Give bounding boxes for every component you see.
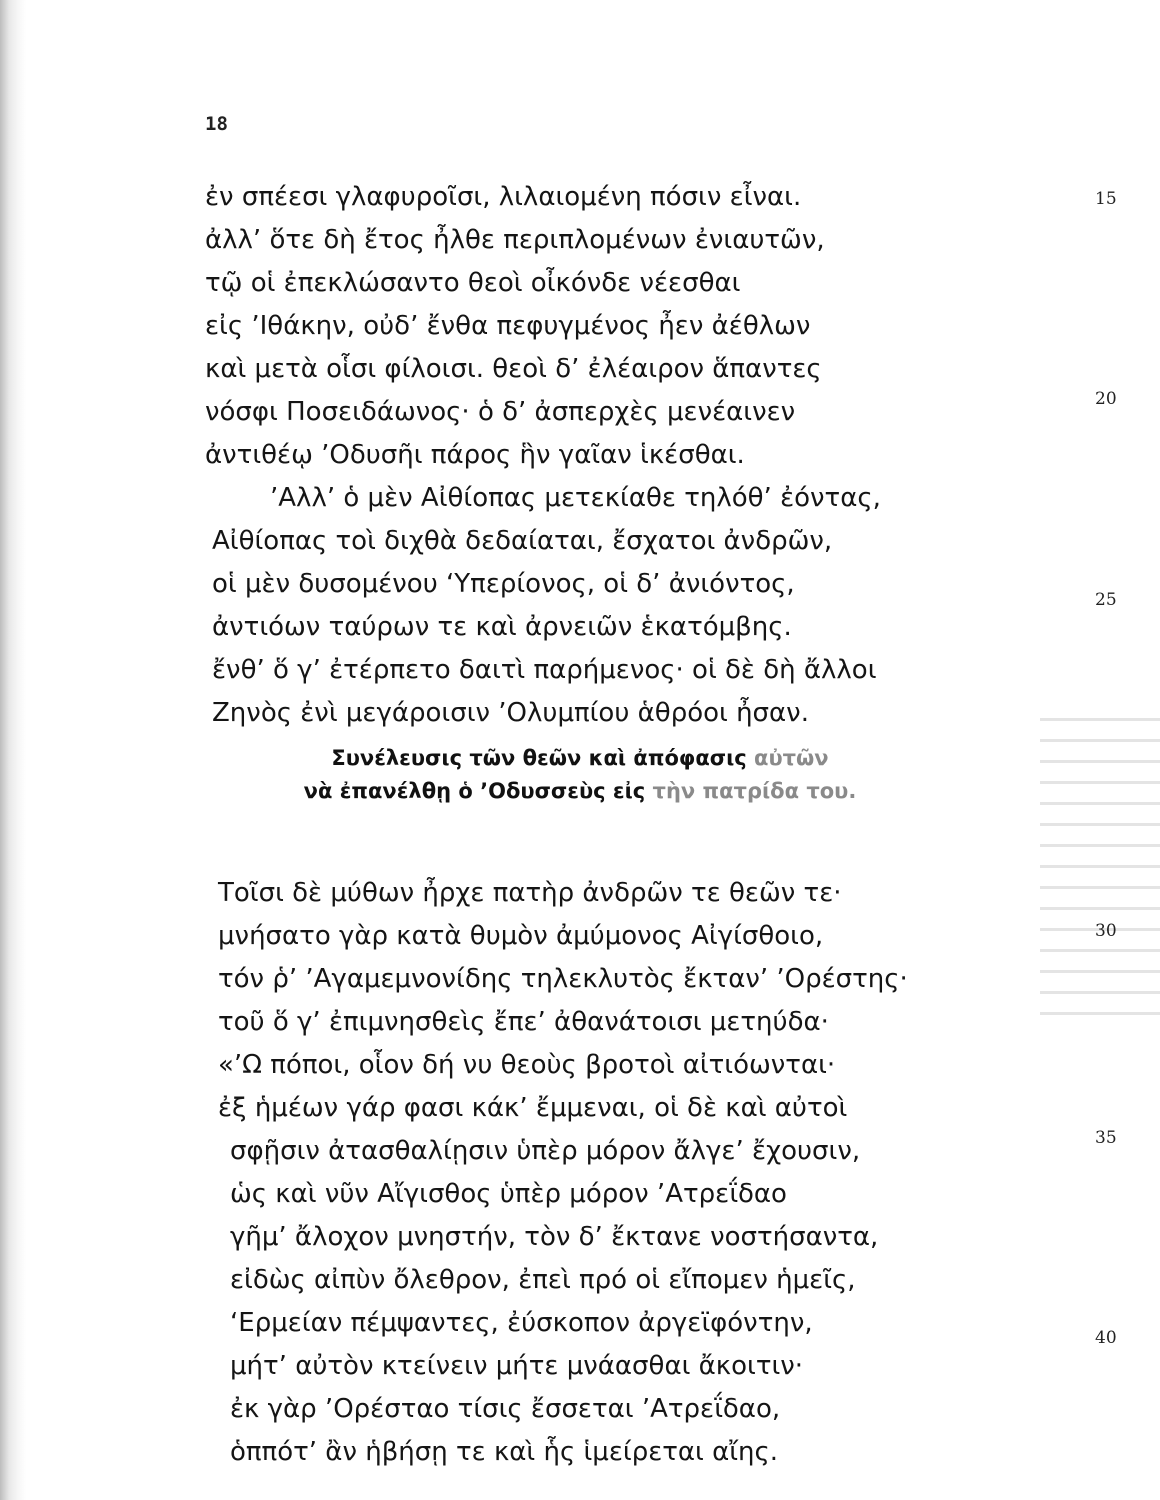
verse-line: καὶ μετὰ οἷσι φίλοισι. θεοὶ δ’ ἐλέαιρον ἅπαντες bbox=[205, 354, 822, 384]
verse-line: οἱ μὲν δυσομένου ‘Υπερίονος, οἱ δ’ ἀνιόντος, bbox=[212, 569, 795, 599]
line-number: 35 bbox=[1095, 1128, 1117, 1148]
line-number: 25 bbox=[1095, 590, 1117, 610]
page-number: 18 bbox=[205, 113, 228, 135]
line-number: 30 bbox=[1095, 921, 1117, 941]
verse-line: μήτ’ αὐτὸν κτείνειν μήτε μνάασθαι ἄκοιτιν· bbox=[230, 1351, 804, 1381]
verse-line: τῷ οἱ ἐπεκλώσαντο θεοὶ οἶκόνδε νέεσθαι bbox=[205, 268, 741, 298]
heading-text: νὰ ἐπανέλθῃ ὁ ’Οδυσσεὺς εἰς bbox=[303, 779, 653, 803]
verse-line: ἀντιόων ταύρων τε καὶ ἀρνειῶν ἑκατόμβης. bbox=[212, 612, 792, 642]
verse-line: μνήσατο γὰρ κατὰ θυμὸν ἀμύμονος Αἰγίσθοιο, bbox=[218, 921, 824, 951]
verse-line: ὡς καὶ νῦν Αἴγισθος ὑπὲρ μόρον ’Ατρεΐδαο bbox=[230, 1179, 787, 1209]
verse-line: ἔνθ’ ὅ γ’ ἐτέρπετο δαιτὶ παρήμενος· οἱ δὲ δὴ ἄλλοι bbox=[212, 655, 877, 685]
verse-line: γῆμ’ ἄλοχον μνηστήν, τὸν δ’ ἔκτανε νοστήσαντα, bbox=[230, 1222, 879, 1252]
verse-line: ἐν σπέεσι γλαφυροῖσι, λιλαιομένη πόσιν εἶναι. bbox=[205, 182, 802, 212]
heading-text-faded: αὐτῶν bbox=[754, 746, 829, 770]
section-heading-line-1 bbox=[0, 746, 1160, 770]
verse-line: ἀντιθέῳ ’Οδυσῆι πάρος ἣν γαῖαν ἱκέσθαι. bbox=[205, 440, 745, 470]
verse-line: νόσφι Ποσειδάωνος· ὁ δ’ ἀσπερχὲς μενέαινεν bbox=[205, 397, 796, 427]
verse-line: ὁππότ’ ἂν ἡβήσῃ τε καὶ ἧς ἱμείρεται αἴης. bbox=[230, 1437, 779, 1467]
heading-text-faded: τὴν πατρίδα του. bbox=[652, 779, 857, 803]
line-number: 15 bbox=[1095, 189, 1117, 209]
verse-line: Ζηνὸς ἐνὶ μεγάροισιν ’Ολυμπίου ἁθρόοι ἦσαν. bbox=[212, 698, 809, 728]
verse-line: ἐξ ἡμέων γάρ φασι κάκ’ ἔμμεναι, οἱ δὲ καὶ αὐτοὶ bbox=[218, 1093, 848, 1123]
line-number: 20 bbox=[1095, 389, 1117, 409]
section-heading-line-2 bbox=[0, 779, 1160, 803]
verse-line: Τοῖσι δὲ μύθων ἦρχε πατὴρ ἀνδρῶν τε θεῶν τε· bbox=[218, 878, 842, 908]
verse-line: σφῇσιν ἀτασθαλίῃσιν ὑπὲρ μόρον ἄλγε’ ἔχουσιν, bbox=[230, 1136, 861, 1166]
verse-line: Αἰθίοπας τοὶ διχθὰ δεδαίαται, ἔσχατοι ἀνδρῶν, bbox=[212, 526, 833, 556]
verse-line: τοῦ ὅ γ’ ἐπιμνησθεὶς ἔπε’ ἀθανάτοισι μετηύδα· bbox=[218, 1007, 829, 1037]
verse-line: ἐκ γὰρ ’Ορέσταο τίσις ἔσσεται ’Ατρεΐδαο, bbox=[230, 1394, 781, 1424]
verse-line: ἀλλ’ ὅτε δὴ ἔτος ἦλθε περιπλομένων ἐνιαυτῶν, bbox=[205, 225, 825, 255]
heading-text: Συνέλευσις τῶν θεῶν καὶ ἀπόφασις bbox=[331, 746, 755, 770]
verse-line: ’Αλλ’ ὁ μὲν Αἰθίοπας μετεκίαθε τηλόθ’ ἐόντας, bbox=[270, 483, 881, 513]
verse-line: εἰς ’Ιθάκην, οὐδ’ ἔνθα πεφυγμένος ἦεν ἀέθλων bbox=[205, 311, 811, 341]
line-number: 40 bbox=[1095, 1328, 1117, 1348]
verse-line: εἰδὼς αἰπὺν ὄλεθρον, ἐπεὶ πρό οἱ εἴπομεν ἡμεῖς, bbox=[230, 1265, 856, 1295]
verse-line: «’Ω πόποι, οἷον δή νυ θεοὺς βροτοὶ αἰτιόωνται· bbox=[218, 1050, 836, 1080]
verse-line: ‘Ερμείαν πέμψαντες, ἐύσκοπον ἀργεϊφόντην, bbox=[230, 1308, 813, 1338]
verse-line: τόν ῥ’ ’Αγαμεμνονίδης τηλεκλυτὸς ἔκταν’ ’Ορέστης· bbox=[218, 964, 908, 994]
